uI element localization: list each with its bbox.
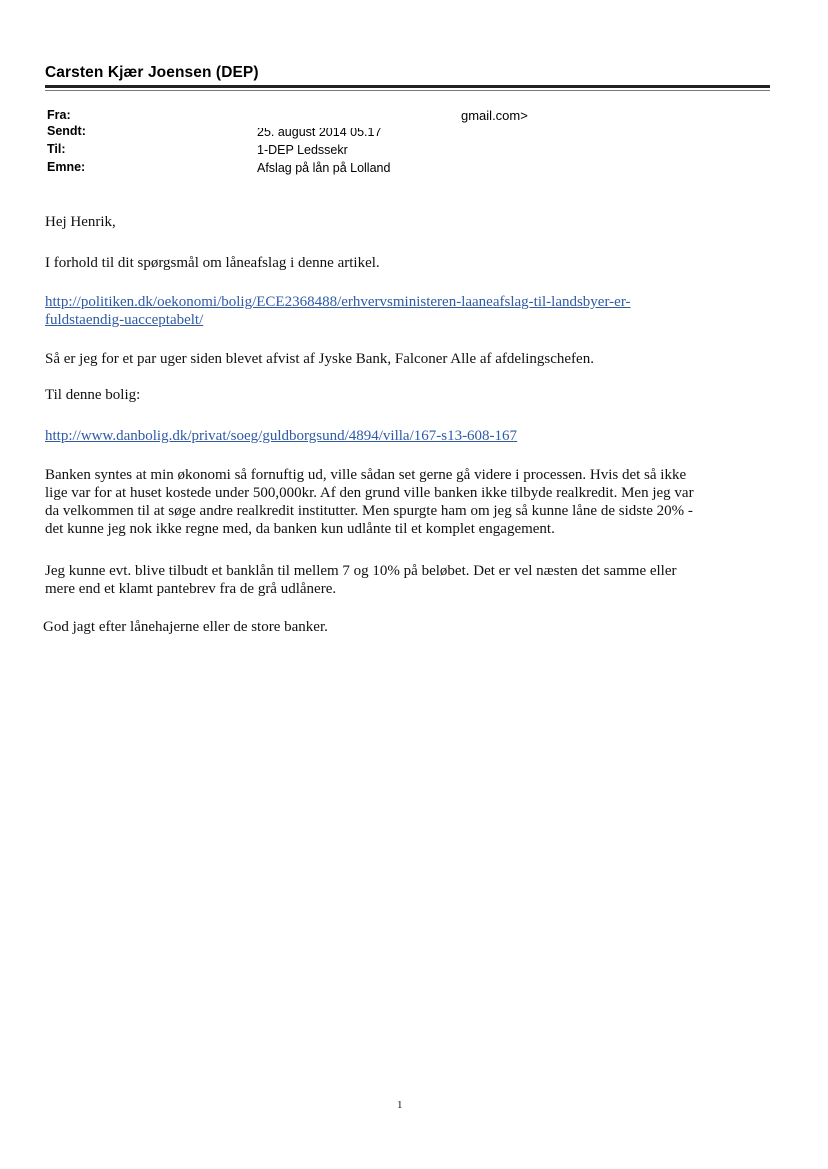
subject-label: Emne: xyxy=(47,160,86,174)
paragraph-intro: I forhold til dit spørgsmål om låneafslag i denne artikel. xyxy=(45,255,380,271)
sent-value xyxy=(257,128,381,139)
danbolig-link[interactable] xyxy=(45,427,517,445)
bank-explanation-line: lige var for at huset kostede under 500,000kr. Af den grund ville banken ikke tilbyde realkredit. Men jeg var xyxy=(45,485,694,501)
paragraph-bank-explanation xyxy=(45,466,694,538)
to-label: Til: xyxy=(47,142,66,156)
bank-explanation-line: det kunne jeg nok ikke regne med, da banken kun udlånte til et komplet engagement. xyxy=(45,521,555,537)
paragraph-rejection: Så er jeg for et par uger siden blevet afvist af Jyske Bank, Falconer Alle af afdelingschefen. xyxy=(45,351,594,367)
politiken-link[interactable] xyxy=(45,293,631,329)
to-value: 1-DEP Ledssekr xyxy=(257,143,348,157)
paragraph-closing: God jagt efter lånehajerne eller de store banker. xyxy=(43,619,328,635)
header-divider xyxy=(45,85,770,88)
from-value: gmail.com> xyxy=(461,108,528,123)
sent-label: Sendt: xyxy=(47,124,86,138)
bank-loan-line: Jeg kunne evt. blive tilbudt et banklån til mellem 7 og 10% på beløbet. Det er vel næsten det samme eller xyxy=(45,563,677,579)
bank-explanation-line: Banken syntes at min økonomi så fornuftig ud, ville sådan set gerne gå videre i processen. Hvis det så ikke xyxy=(45,467,687,483)
from-label: Fra: xyxy=(47,108,71,122)
greeting: Hej Henrik, xyxy=(45,214,116,230)
sent-value-text: 25. august 2014 05.17 xyxy=(257,128,382,139)
page-number: 1 xyxy=(397,1099,403,1111)
subject-value: Afslag på lån på Lolland xyxy=(257,161,391,175)
danbolig-link-text[interactable]: http://www.danbolig.dk/privat/soeg/guldborgsund/4894/villa/167-s13-608-167 xyxy=(45,428,518,444)
politiken-link-line1[interactable]: http://politiken.dk/oekonomi/bolig/ECE2368488/erhvervsministeren-laaneafslag-til-landsbyer-er- xyxy=(45,294,631,310)
politiken-link-line2[interactable]: fuldstaendig-uacceptabelt/ xyxy=(45,312,204,328)
bank-explanation-line: da velkommen til at søge andre realkredit institutter. Men spurgte ham om jeg så kunne låne de sidste 20% - xyxy=(45,503,693,519)
paragraph-bank-loan xyxy=(45,562,677,598)
bank-loan-line: mere end et klamt pantebrev fra de grå udlånere. xyxy=(45,581,337,597)
header-divider-thin xyxy=(45,90,770,91)
sender-name: Carsten Kjær Joensen (DEP) xyxy=(45,64,259,81)
paragraph-property: Til denne bolig: xyxy=(45,387,141,403)
